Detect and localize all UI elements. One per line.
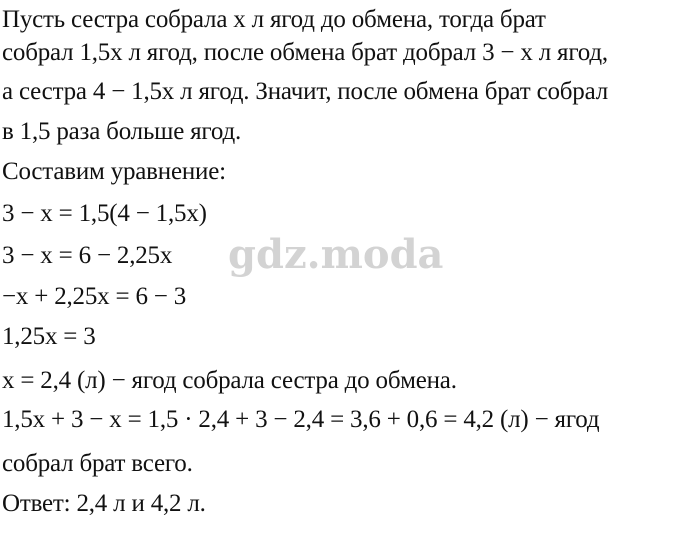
watermark-logo: gdz.moda bbox=[228, 231, 444, 278]
result-line-brother-cont: собрал брат всего. bbox=[2, 450, 193, 477]
text-line-1: Пусть сестра собрала x л ягод до обмена, тогда брат bbox=[2, 6, 546, 33]
text-line-4: в 1,5 раза больше ягод. bbox=[2, 118, 242, 145]
text-line-5: Составим уравнение: bbox=[2, 158, 226, 185]
equation-line-4: 1,25x = 3 bbox=[2, 323, 96, 350]
answer-line: Ответ: 2,4 л и 4,2 л. bbox=[2, 490, 206, 517]
result-line-brother: 1,5x + 3 − x = 1,5 · 2,4 + 3 − 2,4 = 3,6 + 0,6 = 4,2 (л) − ягод bbox=[2, 406, 600, 433]
equation-line-3: −x + 2,25x = 6 − 3 bbox=[2, 283, 187, 310]
equation-line-2: 3 − x = 6 − 2,25x bbox=[2, 242, 173, 269]
text-line-2: собрал 1,5x л ягод, после обмена брат добрал 3 − x л ягод, bbox=[2, 39, 608, 66]
result-line-sister: x = 2,4 (л) − ягод собрала сестра до обмена. bbox=[2, 367, 457, 394]
text-line-3: а сестра 4 − 1,5x л ягод. Значит, после обмена брат собрал bbox=[2, 78, 608, 105]
equation-line-1: 3 − x = 1,5(4 − 1,5x) bbox=[2, 200, 207, 227]
